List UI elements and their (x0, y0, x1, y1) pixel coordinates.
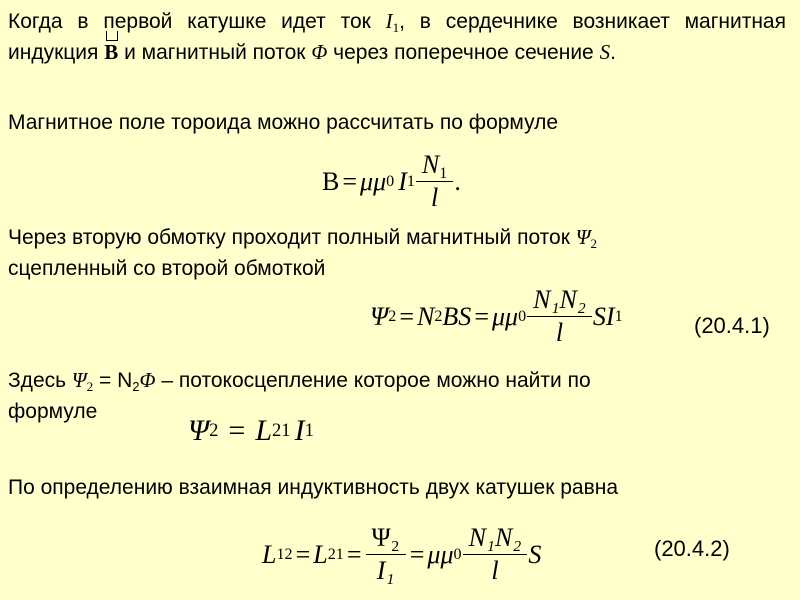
text: Когда в первой катушке идет ток (8, 10, 386, 33)
symbol-N: N (421, 150, 440, 179)
text: Через вторую обмотку проходит полный магнитный поток (8, 226, 576, 249)
subscript: 2 (590, 235, 598, 251)
equals-sign: = (228, 414, 246, 447)
text: формуле (8, 400, 98, 423)
paragraph-flux-linkage (8, 365, 786, 427)
text: . (610, 41, 616, 64)
formula-flux-linkage: Ψ 2 = N 2 BS = μμ 0 $\frac{\text{N₁N₂}}{l}$ SI 1 (370, 285, 623, 347)
fraction (419, 150, 450, 213)
vector-arrow-icon (106, 31, 118, 41)
fraction (466, 523, 525, 586)
symbol-Psi: Ψ (71, 368, 87, 392)
text: – потокосцепление которое можно найти по (155, 369, 591, 392)
text: и магнитный поток (118, 41, 312, 64)
equals-sign: = (295, 539, 311, 569)
fraction-denominator: l (527, 316, 592, 348)
vector-B (104, 37, 118, 68)
symbol-N: N (417, 301, 435, 331)
symbol-Phi: Φ (139, 368, 156, 392)
text: = N (93, 369, 133, 392)
symbol-Psi: Ψ (188, 414, 210, 447)
equals-sign: = (399, 301, 415, 331)
paragraph-second-winding (8, 222, 786, 284)
symbol-S: S (599, 40, 611, 64)
symbol-I: I (385, 9, 393, 33)
symbol-L: L (313, 539, 328, 569)
equals-sign: = (342, 166, 358, 196)
paragraph-mutual-inductance: По определению взаимная индуктивность двух катушек равна (8, 476, 619, 499)
equals-sign: = (346, 539, 362, 569)
formula-toroid-field: B = μμ 0 I 1 $\frac{N_1}{l}$ . (322, 150, 461, 212)
symbol-B: B (104, 40, 119, 64)
formula-mutual-inductance: L 12 = L 21 = $\frac{\text{Ψ₂}}{\text{I₁}}$ = μμ 0 $\frac{\text{N₁N₂}}{l}$ S (262, 523, 542, 585)
fraction-denominator: l (416, 181, 453, 213)
equation-number: (20.4.1) (694, 313, 770, 338)
text: через поперечное сечение (327, 41, 600, 64)
symbol-Psi: Ψ (575, 225, 591, 249)
symbol-SI: SI (592, 301, 615, 331)
paragraph-current-induction (8, 6, 786, 68)
fraction-numerator: Ψ₂ (371, 523, 400, 552)
fraction (369, 523, 403, 586)
period: . (454, 166, 461, 196)
fraction-denominator: l (463, 554, 528, 586)
symbol-mu: μμ (491, 301, 519, 331)
fraction (530, 285, 589, 348)
fraction-numerator: N₁N₂ (533, 285, 586, 314)
symbol-BS: BS (442, 301, 472, 331)
symbol-Phi: Φ (311, 40, 328, 64)
symbol-Psi: Ψ (370, 301, 389, 331)
text: сцепленный со второй обмоткой (8, 257, 326, 280)
paragraph-toroid: Магнитное поле тороида можно рассчитать по формуле (8, 111, 559, 134)
symbol-L: L (255, 414, 272, 447)
symbol-I: I (398, 166, 407, 196)
equals-sign: = (474, 301, 489, 331)
equals-sign: = (409, 539, 425, 569)
text: , в сердечнике возникает магнитная индукция (8, 10, 786, 64)
symbol-L: L (262, 539, 277, 569)
symbol-mu: μμ (360, 166, 387, 196)
subscript: 1 (439, 164, 448, 182)
symbol-I: I (294, 414, 305, 447)
subscript: 1 (392, 19, 400, 35)
subscript: 2 (86, 378, 94, 394)
symbol-mu: μμ (427, 539, 454, 569)
equation-number: (20.4.2) (654, 536, 730, 561)
fraction-denominator: I₁ (366, 554, 406, 586)
fraction-numerator (419, 150, 450, 181)
symbol-S: S (528, 539, 542, 569)
text: Здесь (8, 369, 72, 392)
formula-mutual: Ψ 2 = L 21 I 1 (188, 414, 314, 447)
formula-lhs: B (322, 166, 340, 196)
subscript: 2 (132, 378, 140, 394)
fraction-numerator: N₁N₂ (468, 523, 522, 552)
